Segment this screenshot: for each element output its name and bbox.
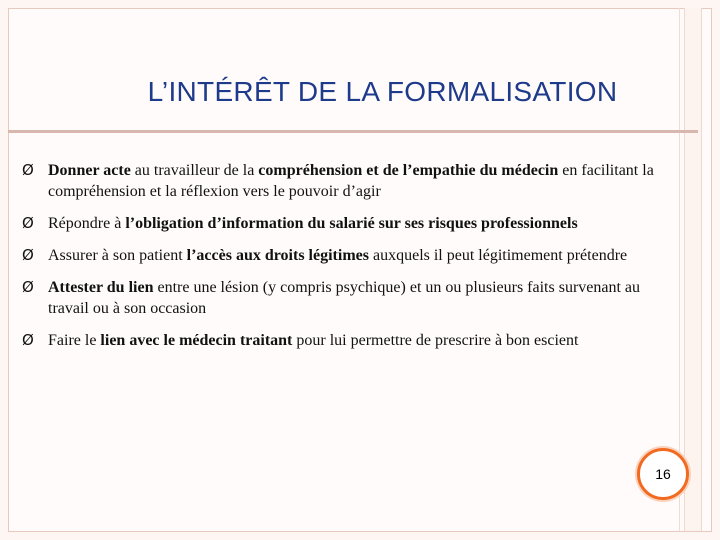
arrow-bullet-icon: Ø: [22, 246, 34, 264]
text-run: Assurer à son patient: [48, 247, 187, 264]
arrow-bullet-icon: Ø: [22, 278, 34, 296]
arrow-bullet-icon: Ø: [22, 161, 34, 179]
bold-text-run: Attester du lien: [48, 279, 154, 296]
bullet-item: [22, 277, 662, 319]
page-number-badge: 16: [637, 448, 689, 500]
arrow-bullet-icon: Ø: [22, 214, 34, 232]
bullet-text: [48, 215, 578, 232]
slide-title: L’INTÉRÊT DE LA FORMALISATION: [147, 76, 618, 107]
text-run: au travailleur de la: [130, 162, 259, 179]
bullet-item: [22, 160, 662, 202]
bullet-list: [22, 160, 662, 362]
text-run: Faire le: [48, 332, 101, 349]
bullet-text: [48, 279, 640, 317]
bold-text-run: lien avec le médecin traitant: [100, 332, 293, 349]
bullet-item: [22, 330, 662, 351]
bold-text-run: Donner acte: [48, 162, 131, 179]
title-divider: [8, 130, 698, 133]
bold-text-run: l’accès aux droits légitimes: [186, 247, 369, 264]
bullet-text: [48, 247, 627, 264]
text-run: Répondre à: [48, 215, 126, 232]
bullet-item: [22, 213, 662, 234]
bold-text-run: compréhension et de l’empathie du médecin: [258, 162, 559, 179]
text-run: auxquels il peut légitimement prétendre: [368, 247, 628, 264]
text-run: en facilitant la compréhension et la réflexion vers le pouvoir d’agir: [48, 162, 654, 200]
bullet-text: [48, 332, 578, 349]
bold-text-run: l’obligation d’information du salarié sur ses risques professionnels: [125, 215, 578, 232]
bullet-text: [48, 162, 654, 200]
text-run: entre une lésion (y compris psychique) et un ou plusieurs faits survenant au travail ou à son occasion: [48, 279, 641, 317]
text-run: pour lui permettre de prescrire à bon escient: [292, 332, 579, 349]
arrow-bullet-icon: Ø: [22, 331, 34, 349]
bullet-item: [22, 245, 662, 266]
